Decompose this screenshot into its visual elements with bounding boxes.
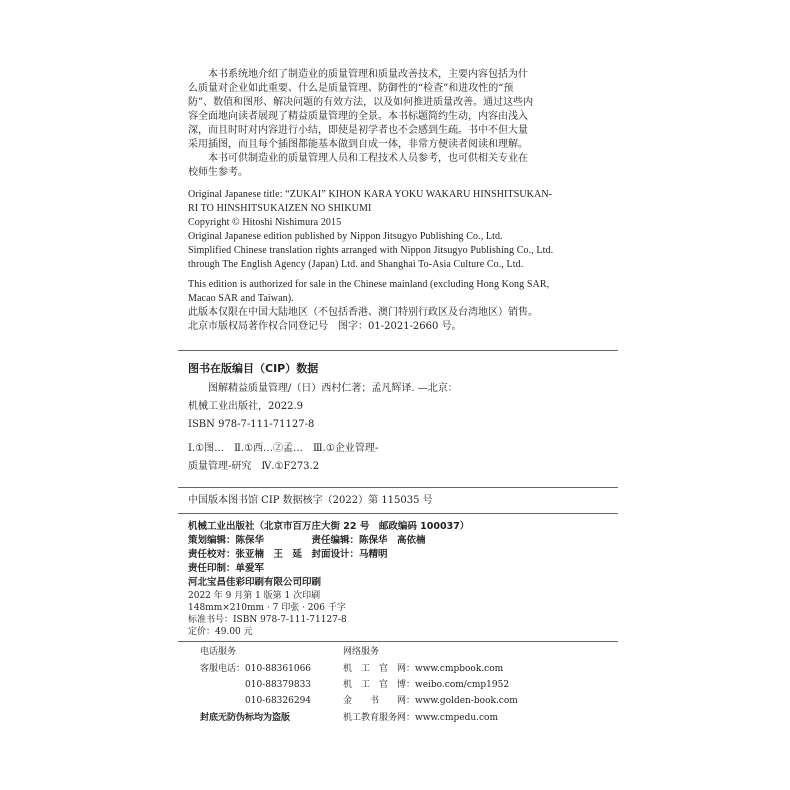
abstract-line: 本书系统地介绍了制造业的质量管理和质量改善技术，主要内容包括为什 [208,69,528,80]
edition-notice [188,278,608,334]
net-line: 金 书 网：www.golden-book.com [343,696,518,706]
cip-line: ISBN 978-7-111-71127-8 [188,419,315,430]
cip-line: Ⅰ.①图… Ⅱ.①西…②孟… Ⅲ.①企业管理- [188,443,379,454]
proofreader-line: 责任校对：张亚楠 王 延 封面设计：马精明 [188,549,388,560]
anti-piracy-notice: 封底无防伪标均为盗版 [200,713,291,723]
abstract-line: 采用插图，而且每个插图都能基本做到自成一体，非常方便读者阅读和理解。 [188,139,528,150]
divider [178,350,618,351]
cip-core-line: 中国版本图书馆 CIP 数据核字（2022）第 115035 号 [188,495,433,506]
abstract-line: 本书可供制造业的质量管理人员和工程技术人员参考，也可供相关专业在 [208,153,528,164]
copyright-line: Original Japanese edition published by Nippon Jitsugyo Publishing Co., Ltd. [188,231,503,242]
printing-manager-line: 责任印制：单爱军 [188,563,265,574]
printer-line: 河北宝昌佳彩印刷有限公司印刷 [188,577,322,588]
abstract-line: 深，而且时时对内容进行小结，即使是初学者也不会感到生疏。书中不但大量 [188,125,528,136]
book-abstract [188,68,608,180]
publisher-line: 机械工业出版社（北京市百万庄大街 22 号 邮政编码 100037） [188,521,470,532]
copyright-line: Simplified Chinese translation rights arranged with Nippon Jitsugyo Publishing Co., Ltd. [188,245,554,256]
divider [178,487,618,488]
abstract-line: 防”、数值和图形、解决问题的有效方法，以及如何推进质量改善。通过这些内 [188,97,534,108]
edition-line: Macao SAR and Taiwan). [188,293,294,304]
phone-line: 010-68326294 [200,696,312,706]
copyright-line: Original Japanese title: “ZUKAI” KIHON KARA YOKU WAKARU HINSHITSUKAN- [188,189,553,200]
net-line: 机 工 官 网：www.cmpbook.com [343,664,504,674]
publisher-info [188,520,608,638]
copyright-line: through The English Agency (Japan) Ltd. and Shanghai To-Asia Culture Co., Ltd. [188,259,524,270]
edition-line: This edition is authorized for sale in the Chinese mainland (excluding Hong Kong SAR, [188,279,550,290]
divider [178,513,618,514]
isbn-line: 标准书号：ISBN 978-7-111-71127-8 [188,615,347,625]
print-date-line: 2022 年 9 月第 1 版第 1 次印刷 [188,591,321,601]
cip-core-data [188,494,608,508]
abstract-line: 容全面地向读者展现了精益质量管理的全景。本书标题简约生动，内容由浅入 [188,111,528,122]
cip-title: 图书在版编目（CIP）数据 [188,362,319,375]
cip-line: 机械工业出版社，2022.9 [188,401,303,412]
cip-line: 图解精益质量管理/（日）西村仁著；孟凡辉译. —北京： [208,383,458,394]
copyright-line: RI TO HINSHITSUKAIZEN NO SHIKUMI [188,203,372,214]
cip-section [188,360,608,478]
phone-line: 010-88379833 [200,680,312,690]
abstract-line: 校师生参考。 [188,167,248,178]
edition-line: 北京市版权局著作权合同登记号 图字：01-2021-2660 号。 [188,321,462,332]
phone-line: 客服电话：010-88361066 [200,664,312,674]
abstract-line: 么质量对企业如此重要、什么是质量管理、防御性的“检查”和进攻性的“预 [188,83,514,94]
net-service-header: 网络服务 [343,647,380,657]
cip-line: 质量管理-研究 Ⅳ.①F273.2 [188,461,320,472]
editor-line: 策划编辑：陈保华 责任编辑：陈保华 高依楠 [188,535,426,546]
copyright-line: Copyright © Hitoshi Nishimura 2015 [188,217,342,228]
divider [178,641,618,642]
copyright-notice [188,188,608,272]
phone-service-header: 电话服务 [200,647,237,657]
net-line: 机 工 官 博：weibo.com/cmp1952 [343,680,510,690]
format-line: 148mm×210mm · 7 印张 · 206 千字 [188,603,346,613]
edu-service-line: 机工教育服务网：www.cmpedu.com [343,713,498,723]
price-line: 定价：49.00 元 [188,627,253,637]
edition-line: 此版本仅限在中国大陆地区（不包括香港、澳门特别行政区及台湾地区）销售。 [188,307,538,318]
